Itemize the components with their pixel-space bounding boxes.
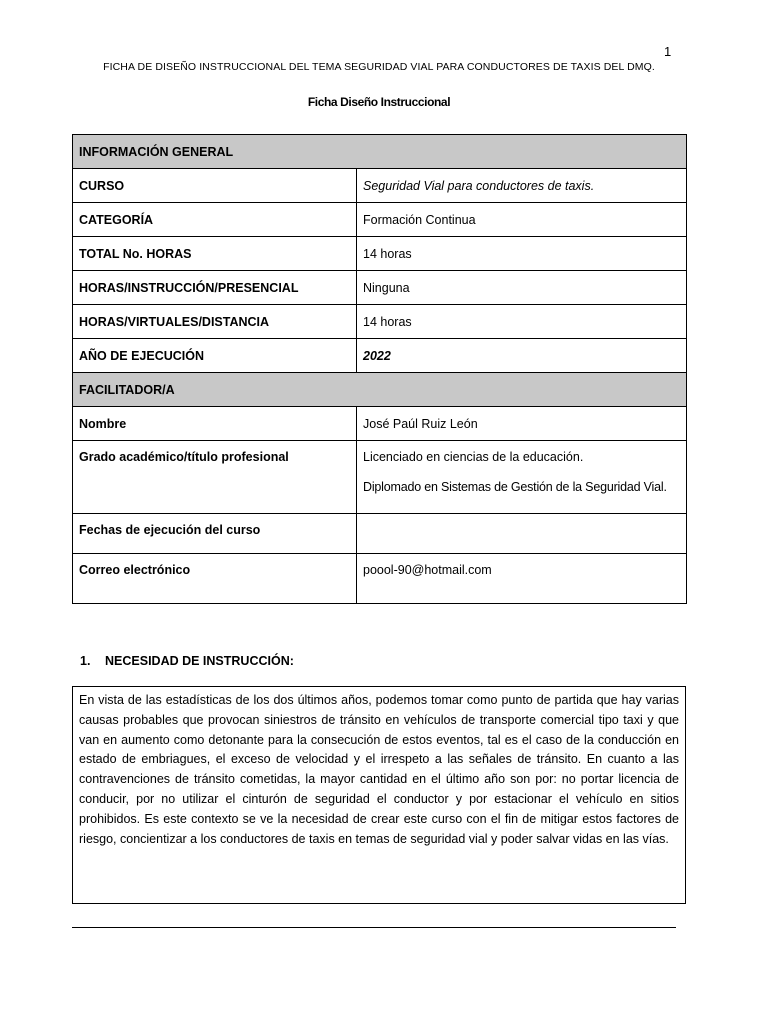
- execution-year-value: 2022: [357, 339, 687, 373]
- facilitator-name-value: José Paúl Ruiz León: [357, 407, 687, 441]
- section-heading: [80, 654, 294, 668]
- table-row: [73, 203, 687, 237]
- table-row: [73, 271, 687, 305]
- dates-label: Fechas de ejecución del curso: [73, 514, 357, 554]
- course-label: CURSO: [73, 169, 357, 203]
- section-title: NECESIDAD DE INSTRUCCIÓN:: [105, 654, 294, 668]
- document-title: Ficha Diseño Instruccional: [307, 95, 451, 109]
- in-person-hours-value: Ninguna: [357, 271, 687, 305]
- category-label: CATEGORÍA: [73, 203, 357, 237]
- email-label: Correo electrónico: [73, 554, 357, 604]
- total-hours-value: 14 horas: [357, 237, 687, 271]
- course-value: Seguridad Vial para conductores de taxis.: [357, 169, 687, 203]
- degree-value-line-1: Licenciado en ciencias de la educación.: [363, 450, 584, 464]
- degree-label: Grado académico/título profesional: [73, 441, 357, 514]
- virtual-hours-value: 14 horas: [357, 305, 687, 339]
- facilitator-name-label: Nombre: [73, 407, 357, 441]
- table-row: [73, 441, 687, 514]
- table-row: [73, 514, 687, 554]
- category-value: Formación Continua: [357, 203, 687, 237]
- in-person-hours-label: HORAS/INSTRUCCIÓN/PRESENCIAL: [73, 271, 357, 305]
- table-row: [73, 169, 687, 203]
- table-row: [73, 554, 687, 604]
- table-row: [73, 339, 687, 373]
- table-row: [73, 305, 687, 339]
- table-row: [73, 237, 687, 271]
- email-value: poool-90@hotmail.com: [357, 554, 687, 604]
- facilitator-heading: FACILITADOR/A: [73, 373, 687, 407]
- degree-value-line-2: Diplomado en Sistemas de Gestión de la Seguridad Vial.: [363, 480, 667, 494]
- general-info-heading-row: [73, 135, 687, 169]
- facilitator-heading-row: [73, 373, 687, 407]
- page-number: 1: [664, 44, 672, 59]
- total-hours-label: TOTAL No. HORAS: [73, 237, 357, 271]
- general-info-table: [72, 134, 687, 604]
- degree-value: [357, 441, 687, 514]
- instruction-need-box: En vista de las estadísticas de los dos últimos años, podemos tomar como punto de partida que hay varias causas probables que provocan siniestros de tránsito en vehículos de transporte comercial tipo taxi y que van en aumento como detonante para la consecución de estos eventos, tal es el caso de la conducción en estado de embriagues, el exceso de velocidad y el irrespeto a las señales de tránsito. En cuanto a las contravenciones de tránsito cometidas, la mayor cantidad en el último año son por: no portar licencia de conducir, por no utilizar el cinturón de seguridad el conductor y por estacionar el vehículo en sitios prohibidos. Es este contexto se ve la necesidad de crear este curso con el fin de mitigar estos factores de riesgo, concientizar a los conductores de taxis en temas de seguridad vial y poder salvar vidas en las vías.: [72, 686, 686, 904]
- virtual-hours-label: HORAS/VIRTUALES/DISTANCIA: [73, 305, 357, 339]
- dates-value: [357, 514, 687, 554]
- execution-year-label: AÑO DE EJECUCIÓN: [73, 339, 357, 373]
- table-row: [73, 407, 687, 441]
- footer-divider: [72, 927, 676, 928]
- section-number: 1.: [80, 654, 91, 668]
- general-info-heading: INFORMACIÓN GENERAL: [73, 135, 687, 169]
- document-header: FICHA DE DISEÑO INSTRUCCIONAL DEL TEMA SEGURIDAD VIAL PARA CONDUCTORES DE TAXIS DEL DMQ.: [103, 61, 655, 73]
